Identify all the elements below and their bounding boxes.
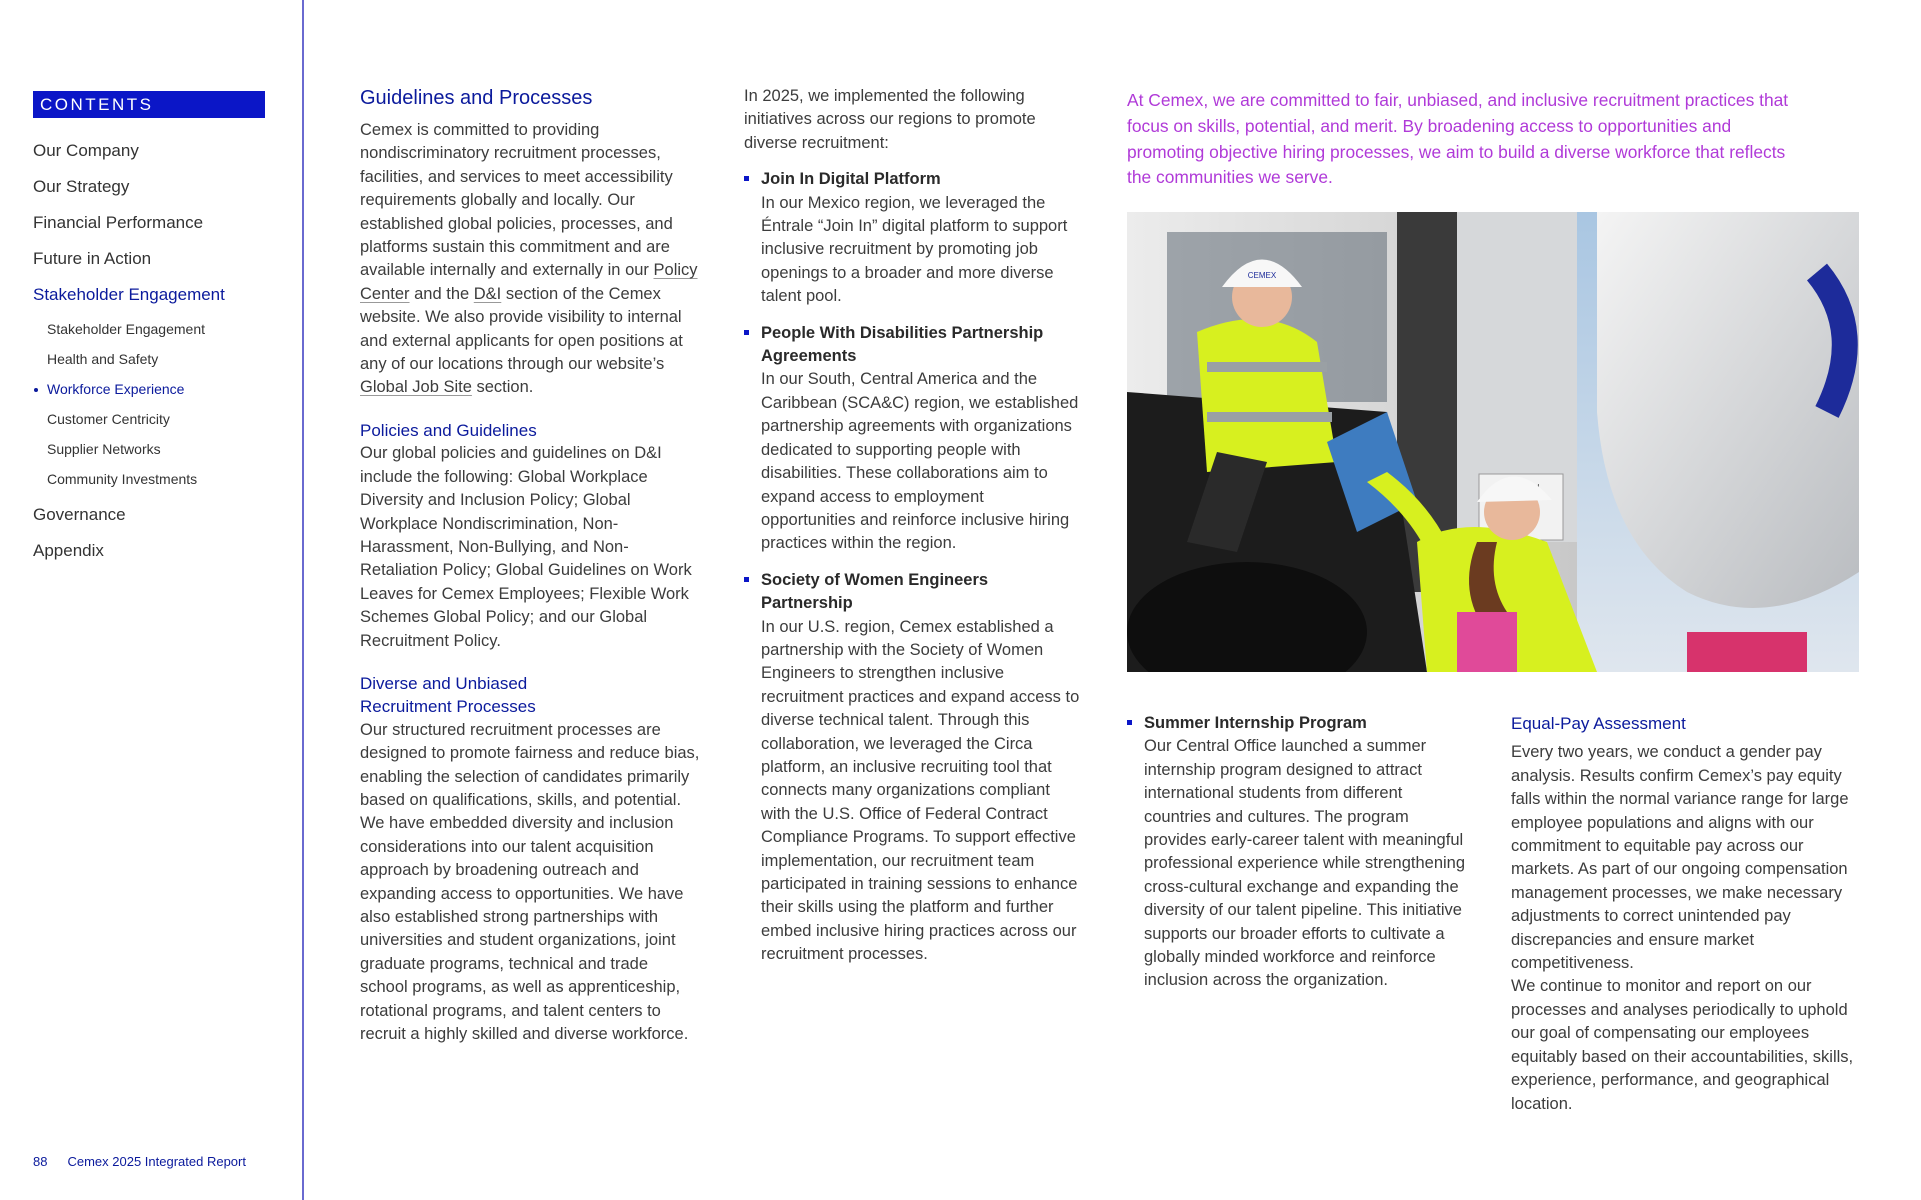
bullet-title: People With Disabilities Partnership Agreements [761, 323, 1044, 366]
page-number: 88 [33, 1154, 48, 1169]
workers-photo [1127, 212, 1859, 672]
table-of-contents [33, 138, 283, 574]
bullet-text: In our U.S. region, Cemex established a partnership with the Society of Women Engineers to strengthen inclusive recruitment practices and expand access to diverse technical talent. Through this collaboration, we leveraged the Circa platform, an inclusive recruiting tool that connects many organizations compliant with the U.S. Office of Federal Contract Compliance Programs. To support effective implementation, our recruitment team participated in training sessions to enhance their skills using the platform and further embed inclusive hiring practices across our recruitment processes. [761, 617, 1080, 964]
toc-financial-performance[interactable]: Financial Performance [33, 213, 204, 232]
global-job-site-link[interactable]: Global Job Site [360, 378, 472, 397]
bullet-text: Our Central Office launched a summer internship program designed to attract international students from different countries and cultures. The program provides early-career talent with meaningful professional experience while strengthening cross-cultural exchange and expanding the diversity of our talent pipeline. This initiative supports our broader efforts to cultivate a globally minded workforce and reinforce inclusion across the organization. [1144, 737, 1466, 990]
toc-sub-workforce-experience[interactable]: Workforce Experience [33, 378, 283, 408]
contents-header: CONTENTS [33, 91, 265, 118]
pull-quote: At Cemex, we are committed to fair, unbiased, and inclusive recruitment practices that focus on skills, potential, and merit. By broadening access to opportunities and promoting objective hiring processes, we aim to build a diverse workforce that reflects the communities we serve. [1127, 90, 1789, 188]
page-footer [33, 1154, 246, 1169]
toc-sub-supplier-networks[interactable]: Supplier Networks [47, 441, 161, 457]
subheading-policies: Policies and Guidelines [360, 420, 537, 440]
report-title: Cemex 2025 Integrated Report [67, 1154, 246, 1169]
section-heading-guidelines: Guidelines and Processes [360, 87, 593, 109]
toc-sub-customer-centricity[interactable]: Customer Centricity [47, 411, 170, 427]
bullet-join-in [744, 168, 1080, 308]
policy-center-link[interactable]: Policy Center [360, 261, 698, 303]
policies-paragraph: Our global policies and guidelines on D&I include the following: Global Workplace Diversity and Inclusion Policy; Global Workplace Nondiscrimination, Non-Harassment, Non-Bullying, and Non-Retaliation Policy; Global Guidelines on Work Leaves for Cemex Employees; Flexible Work Schemes Global Policy; and our Global Recruitment Policy. [360, 444, 692, 650]
bullet-text: In our South, Central America and the Caribbean (SCA&C) region, we established partnership agreements with organizations dedicated to supporting people with disabilities. These collaborations aim to expand access to employment opportunities and reinforce inclusive hiring practices within the region. [761, 370, 1079, 553]
column-guidelines [360, 85, 700, 1046]
bullet-title: Summer Internship Program [1144, 714, 1367, 732]
helmet-logo-text: CEMEX [1247, 271, 1277, 280]
bullet-title: Society of Women Engineers Partnership [761, 570, 989, 613]
equal-pay-paragraph-1: Every two years, we conduct a gender pay analysis. Results confirm Cemex’s pay equity falls within the normal variance range for large employee populations and aligns with our commitment to equitable pay across our markets. As part of our ongoing compensation management processes, we make necessary adjustments to correct unintended pay discrepancies and ensure market competitiveness. [1511, 743, 1849, 973]
bullet-text: In our Mexico region, we leveraged the Éntrale “Join In” digital platform to support inclusive recruitment by promoting job openings to a broader and more diverse talent pool. [761, 193, 1068, 306]
subheading-equal-pay: Equal-Pay Assessment [1511, 714, 1686, 733]
toc-our-company[interactable]: Our Company [33, 141, 139, 160]
di-link[interactable]: D&I [473, 284, 502, 303]
bullet-disabilities-partnership [744, 322, 1080, 556]
bullet-summer-internship [1127, 712, 1467, 993]
toc-governance[interactable]: Governance [33, 505, 126, 524]
bullet-title: Join In Digital Platform [761, 170, 941, 189]
bullet-swe-partnership [744, 569, 1080, 967]
toc-sub-community-investments[interactable]: Community Investments [47, 471, 198, 487]
subheading-diverse-recruitment: Diverse and Unbiased Recruitment Processes [360, 673, 536, 717]
toc-stakeholder-engagement[interactable]: Stakeholder Engagement [33, 285, 225, 304]
diverse-recruitment-paragraph: Our structured recruitment processes are designed to promote fairness and reduce bias, enabling the selection of candidates primarily based on qualifications, skills, and potential. We have embedded diversity and inclusion considerations into our talent acquisition approach by broadening outreach and expanding access to opportunities. We have also established strong partnerships with universities and student organizations, joint graduate programs, technical and trade school programs, as well as apprenticeship, rotational programs, and talent centers to recruit a highly skilled and diverse workforce. [360, 720, 700, 1044]
toc-sub-stakeholder-engagement[interactable]: Stakeholder Engagement [47, 321, 205, 337]
toc-our-strategy[interactable]: Our Strategy [33, 177, 130, 196]
guidelines-paragraph: Cemex is committed to providing nondiscriminatory recruitment processes, facilities, and services to meet accessibility requirements globally and locally. Our established global policies, processes, and platforms sustain this commitment and are available internally and externally in our Policy Center and the D&I section of the Cemex website. We also provide visibility to internal and external applicants for open positions at any of our locations through our website’s Global Job Site section. [360, 121, 698, 397]
initiatives-intro: In 2025, we implemented the following initiatives across our regions to promote diverse recruitment: [744, 87, 1036, 152]
equal-pay-paragraph-2: We continue to monitor and report on our processes and analyses periodically to uphold our goal of compensating our employees equitably based on their accountabilities, skills, experience, performance, and geographical location. [1511, 977, 1854, 1113]
column-initiatives [744, 85, 1080, 967]
toc-sub-health-and-safety[interactable]: Health and Safety [47, 351, 159, 367]
column-internship [1127, 712, 1467, 993]
toc-future-in-action[interactable]: Future in Action [33, 249, 152, 268]
toc-appendix[interactable]: Appendix [33, 541, 104, 560]
column-equal-pay [1511, 712, 1855, 1116]
sidebar [0, 0, 304, 1200]
